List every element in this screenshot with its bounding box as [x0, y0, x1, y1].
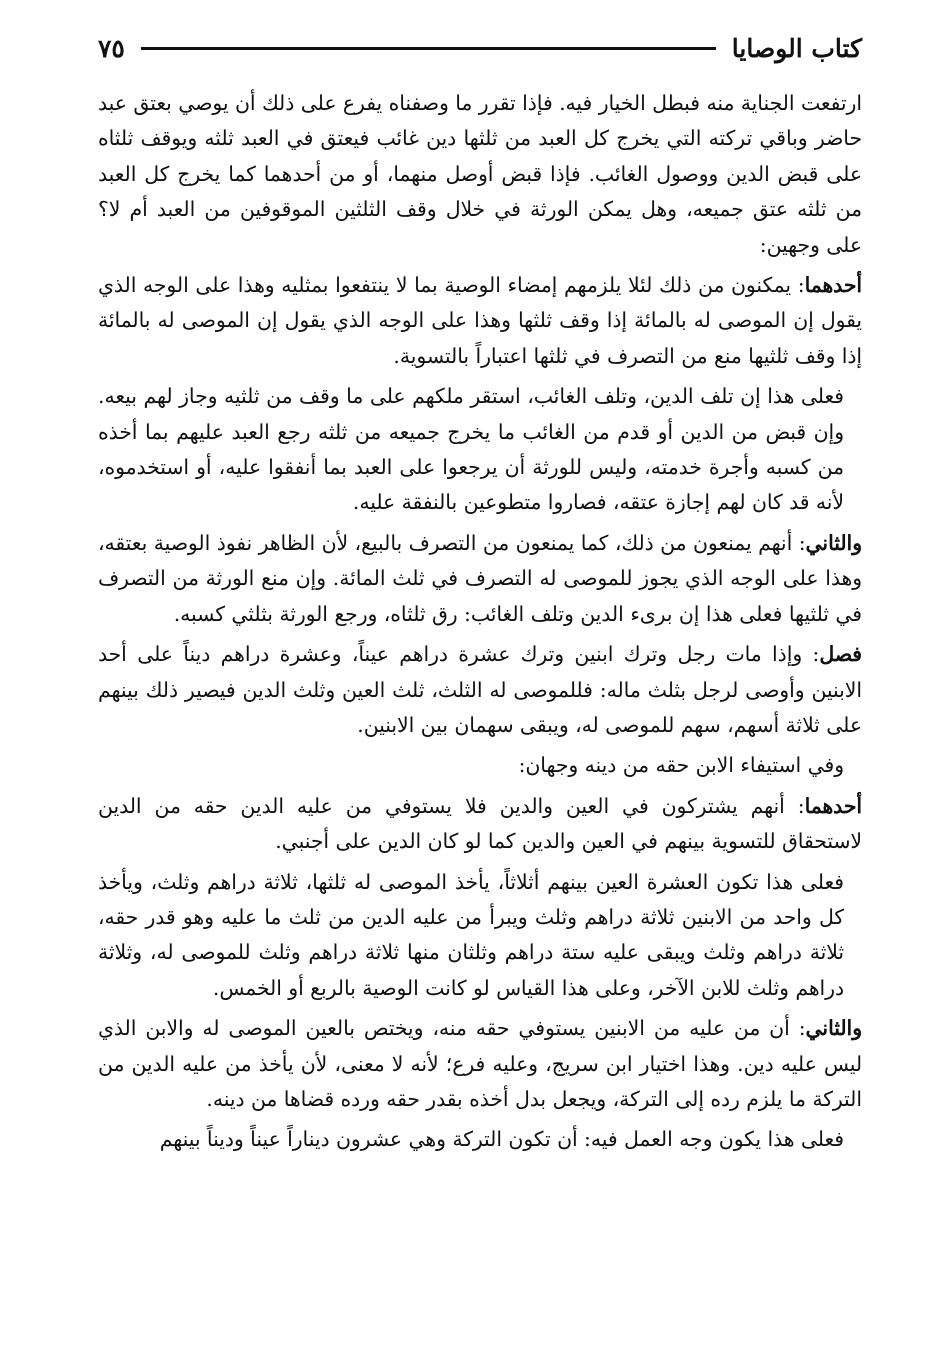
paragraph — [98, 1011, 862, 1117]
paragraph — [98, 865, 862, 1007]
paragraph-lead: أحدهما — [804, 793, 862, 818]
running-title: كتاب الوصايا — [731, 33, 862, 63]
header-rule — [141, 47, 716, 50]
paragraph-text: : وإذا مات رجل وترك ابنين وترك عشرة دراهم عيناً، وعشرة دراهم ديناً على أحد الابنين وأوصى لرجل بثلث ماله: فللموصى له الثلث، ثلث العين وثلث الدين فيصير ذلك بينهم على ثلاثة أسهم، سهم للموصى له، ويبقى سهمان بين الابنين. — [98, 642, 862, 737]
paragraph — [98, 789, 862, 860]
paragraph — [98, 268, 862, 374]
paragraph-lead: والثاني — [805, 1016, 862, 1041]
paragraph — [98, 748, 862, 783]
paragraph-text: فعلى هذا إن تلف الدين، وتلف الغائب، استقر ملكهم على ما وقف من ثلثيه وجاز لهم بيعه. وإن قبض من الدين أو قدم من الغائب ما يخرج جميعه من ثلثه رجع العبد عليهم بما أخذه من كسبه وأجرة خدمته، وليس للورثة أن يرجعوا على العبد بما أنفقوا عليه، أو استخدموه، لأنه قد كان لهم إجازة عتقه، فصاروا متطوعين بالنفقة عليه. — [98, 384, 844, 515]
paragraph-lead: والثاني — [805, 530, 862, 555]
paragraph — [98, 86, 862, 263]
paragraph — [98, 526, 862, 632]
paragraph-text: فعلى هذا تكون العشرة العين بينهم أثلاثاً، يأخذ الموصى له ثلثها، ثلاثة دراهم وثلث، ويأخذ كل واحد من الابنين ثلاثة دراهم وثلث ويبرأ من عليه الدين من ثلث ما عليه وهو قدر حقه، ثلاثة دراهم وثلث ويبقى عليه ستة دراهم وثلثان منها ثلاثة دراهم وثلث للموصى له، وثلاثة دراهم وثلث للابن الآخر، وعلى هذا القياس لو كانت الوصية بالربع أو الخمس. — [98, 869, 844, 1000]
paragraph-text: : أن من عليه من الابنين يستوفي حقه منه، ويختص بالعين الموصى له والابن الذي ليس عليه دين. وهذا اختيار ابن سريج، وعليه فرع؛ لأنه لا معنى، لأن يأخذ من عليه الدين من التركة ما يلزم رده إلى التركة، ويجعل بدل أخذه بقدر حقه ورده قضاها من دينه. — [98, 1016, 862, 1111]
paragraph-text: ارتفعت الجناية منه فبطل الخيار فيه. فإذا تقرر ما وصفناه يفرع على ذلك أن يوصي بعتق عبد حاضر وباقي تركته التي يخرج كل العبد من ثلثها دين غائب فيعتق في العبد ثلثه ويوقف ثلثاه على قبض الدين ووصول الغائب. فإذا قبض أوصل منهما، أو من أحدهما كما يخرج كل العبد من ثلثه عتق جميعه، وهل يمكن الورثة في خلال وقف الثلثين الموقوفين من العبد أم لا؟ على وجهين: — [98, 91, 862, 257]
paragraph-text: : أنهم يمنعون من ذلك، كما يمنعون من التصرف بالبيع، لأن الظاهر نفوذ الوصية بعتقه، وهذا على الوجه الذي يجوز للموصى له التصرف في ثلث المائة. وإن منع الورثة من التصرف في ثلثيها فعلى هذا إن برىء الدين وتلف الغائب: رق ثلثاه، ورجع الورثة بثلثي كسبه. — [98, 530, 862, 626]
paragraph — [98, 379, 862, 521]
paragraph-text: : يمكنون من ذلك لئلا يلزمهم إمضاء الوصية بما لا ينتفعوا بمثليه وهذا على الوجه الذي يقول إن الموصى له بالمائة إذا وقف ثلثها وهذا على الوجه الذي يقول إن الموصى له بالمائة إذا وقف ثلثيها منع من التصرف في ثلثها اعتباراً بالتسوية. — [98, 273, 862, 368]
paragraph — [98, 1122, 862, 1157]
page-header — [98, 26, 862, 70]
paragraph-text: : أنهم يشتركون في العين والدين فلا يستوفي من عليه الدين حقه من الدين لاستحقاق للتسوية بينهم في العين والدين كما لو كان الدين على أجنبي. — [98, 793, 862, 854]
page-number: ٧٥ — [98, 33, 125, 63]
paragraph-text: فعلى هذا يكون وجه العمل فيه: أن تكون التركة وهي عشرون ديناراً عيناً وديناً بينهم — [159, 1127, 844, 1152]
paragraph — [98, 637, 862, 743]
paragraph-lead: أحدهما — [804, 273, 862, 298]
paragraph-lead: فصل — [819, 642, 862, 667]
paragraph-text: وفي استيفاء الابن حقه من دينه وجهان: — [518, 753, 844, 778]
page-body — [98, 86, 862, 1163]
